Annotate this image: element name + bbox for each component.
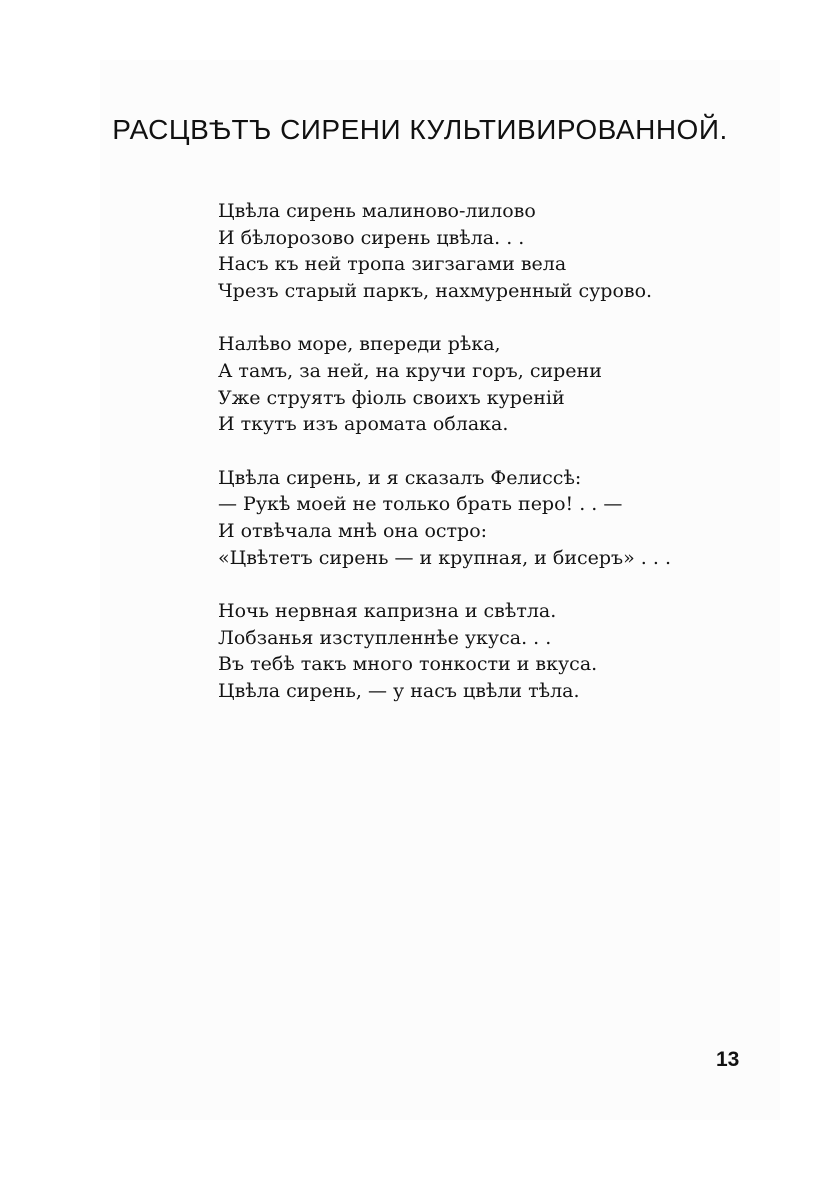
page-number: 13 [716, 1048, 740, 1071]
poem-title: РАСЦВѢТЪ СИРЕНИ КУЛЬТИВИРОВАННОЙ. [112, 114, 728, 145]
poem-line: — Рукѣ моей не только брать перо! . . — [218, 493, 623, 516]
poem-line: И ткутъ изъ аромата облака. [218, 413, 509, 436]
poem-body [218, 198, 738, 732]
poem-line: Цвѣла сирень, и я сказалъ Фелиссѣ: [218, 466, 582, 489]
stanza-2 [218, 331, 738, 437]
poem-line: А тамъ, за ней, на кручи горъ, сирени [218, 359, 602, 382]
poem-line: Лобзанья изступленнѣе укуса. . . [218, 626, 552, 649]
poem-line: Цвѣла сирень, — у насъ цвѣли тѣла. [218, 679, 580, 702]
poem-line: Цвѣла сирень малиново-лилово [218, 200, 536, 222]
poem-line: И отвѣчала мнѣ она остро: [218, 519, 488, 542]
stanza-4 [218, 598, 738, 704]
poem-line: Налѣво море, впереди рѣка, [218, 333, 501, 356]
poem-line: Въ тебѣ такъ много тонкости и вкуса. [218, 653, 598, 676]
poem-line: Чрезъ старый паркъ, нахмуренный сурово. [218, 279, 653, 302]
stanza-1 [218, 198, 738, 304]
poem-line: «Цвѣтетъ сирень — и крупная, и бисеръ» . . . [218, 546, 671, 569]
poem-line: И бѣлорозово сирень цвѣла. . . [218, 226, 525, 249]
poem-line: Уже струятъ фіоль своихъ куреній [218, 386, 565, 409]
poem-line: Ночь нервная капризна и свѣтла. [218, 600, 557, 623]
stanza-3 [218, 465, 738, 571]
poem-line: Насъ къ ней тропа зигзагами вела [218, 253, 567, 276]
